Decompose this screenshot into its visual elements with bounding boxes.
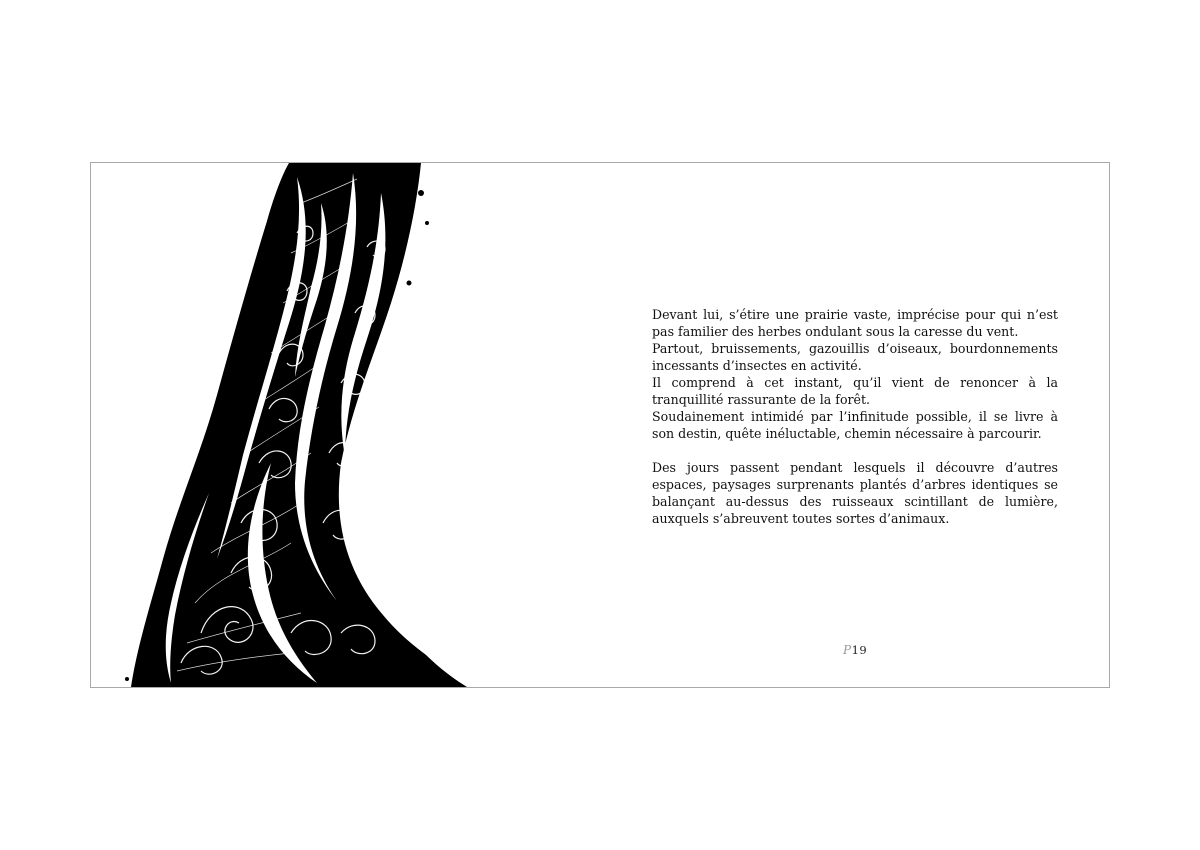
page-number [843,643,867,657]
paragraph: Soudainement intimidé par l’infinitude possible, il se livre à son destin, quête inéluctable, chemin nécessaire à parcourir. [652,409,1058,441]
paragraph-gap [652,442,1058,459]
book-spread [90,162,1110,688]
paragraph: Partout, bruissements, gazouillis d’oiseaux, bourdonnements incessants d’insectes en activité. [652,341,1058,373]
story-text [652,306,1058,527]
ink-trunk-illustration [91,163,491,687]
folio-mark: P [843,643,852,657]
paragraph: Des jours passent pendant lesquels il découvre d’autres espaces, paysages surprenants plantés d’arbres identiques se balançant au-dessus des ruisseaux scintillant de lumière, auxquels s’abreuvent toutes sortes d’animaux. [652,460,1058,526]
page-number-value: 19 [851,643,868,657]
paragraph: Il comprend à cet instant, qu’il vient de renoncer à la tranquillité rassurante de la forêt. [652,375,1058,407]
paragraph: Devant lui, s’étire une prairie vaste, imprécise pour qui n’est pas familier des herbes ondulant sous la caresse du vent. [652,307,1058,339]
